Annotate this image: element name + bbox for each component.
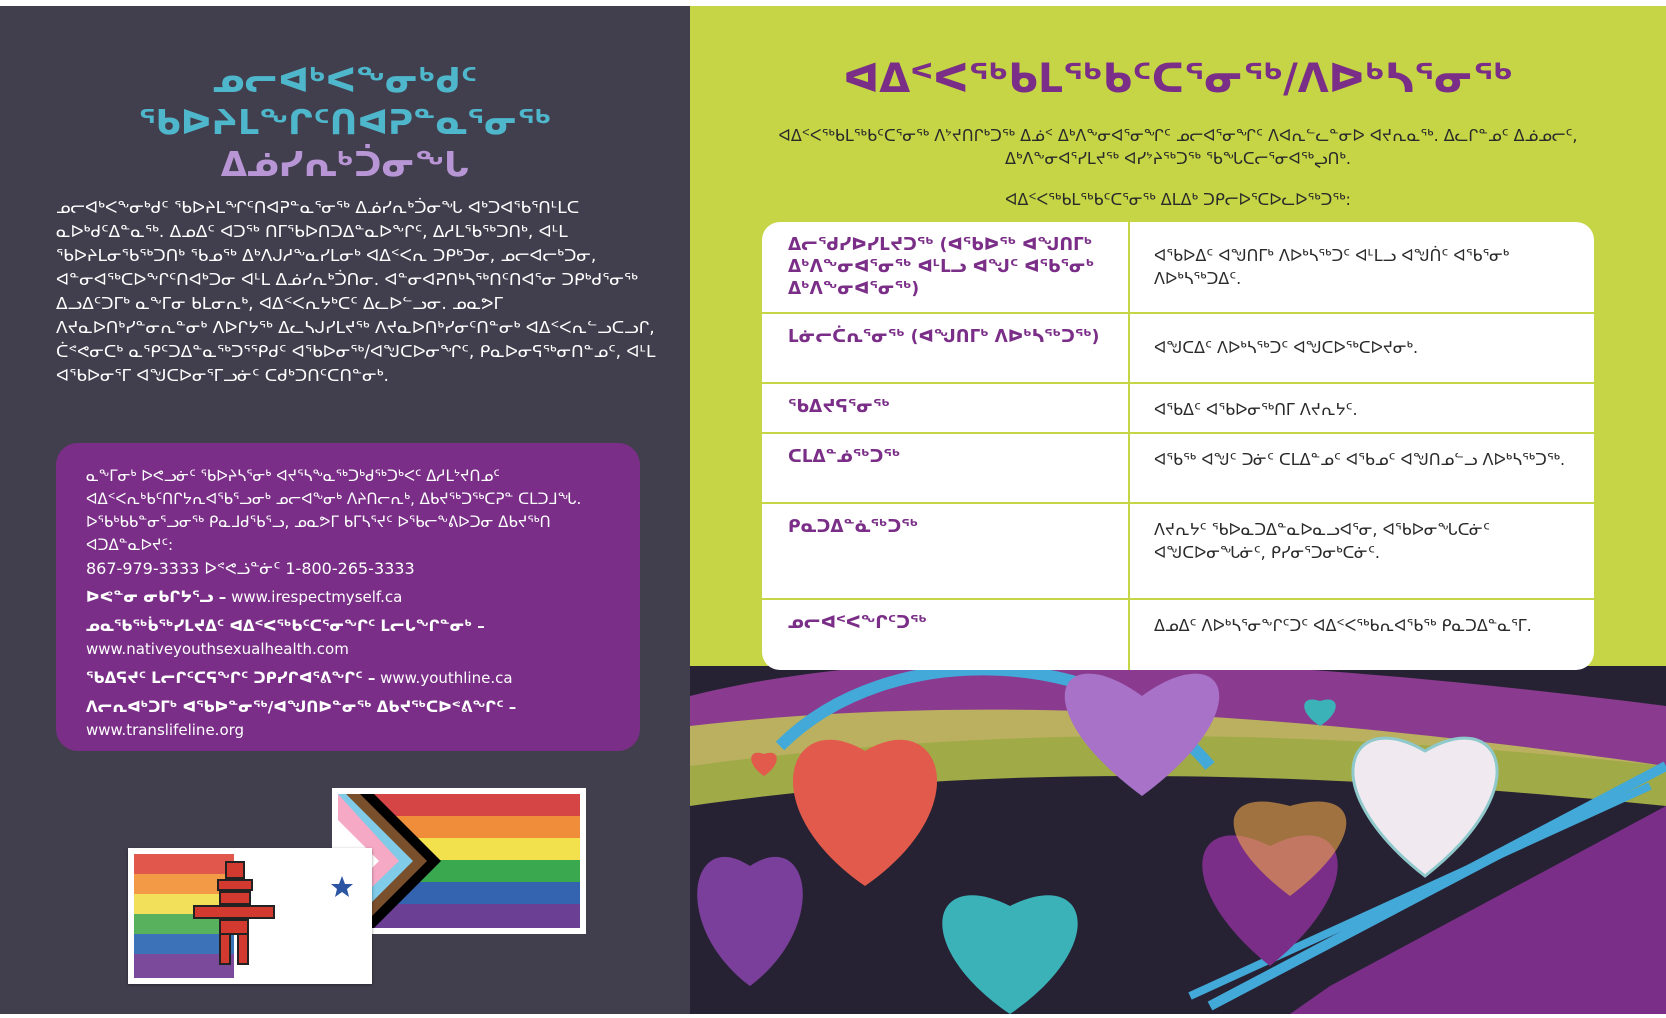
definition-term: ᐃᓕᕐᑯᓯᐅᓯᒪᔪᑐᖅ (ᐊᖃᐅᖅ ᐊᖑᑎᒥᒃ ᐃᒃᐱᖕᓂᐊᕐᓂᖅ ᐊᒻᒪᓗ ᐊᖑᑦ ᐊᖃᕐᓂᒃ ᐃᒃᐱᖕᓂᐊᕐᓂᖅ) (788, 235, 1095, 299)
left-title-line-2: ᖃᐅᔨᒪᖏᑦᑎᐊᕈᓐᓇᕐᓂᖅ (138, 103, 552, 143)
resources-intro (86, 465, 610, 580)
resource-url[interactable]: www.nativeyouthsexualhealth.com (86, 640, 349, 658)
column-divider (1128, 434, 1130, 502)
column-divider (1128, 384, 1130, 432)
table-row (762, 384, 1594, 434)
definition-term: ᑕᒪᐃᓐᓅᖅᑐᖅ (788, 447, 901, 467)
definition-term: ᓄᓕᐊᑉᐸᖏᑦᑐᖅ (788, 613, 927, 633)
definition-text: ᐱᔪᕆᔭᑦ ᖃᐅᓇᑐᐃᓐᓇᐅᓇᓗᐊᕐᓂ, ᐊᖃᐅᓂᖓᑕᓃᑦ ᐊᖑᑕᐅᓂᖓᓃᑦ, ᑭᓯᓂᕐᑐᓂᒃᑕᓃᑦ. (1154, 520, 1490, 562)
table-row (762, 504, 1594, 600)
left-body-text: ᓄᓕᐊᒃᐸᖕᓂᒃᑯᑦ ᖃᐅᔨᒪᖏᑦᑎᐊᕈᓐᓇᕐᓂᖅ ᐃᓅᓯᕆᒃᑑᓂᖓ ᐊᒃᑐᐊᖃᕐᑎᒻᒪᑕ ᓇᐅᒃᑯᑦᐃᓐᓇᖅ. ᐃᓄᐃᑦ ᐊᑐᖅ ᑎᒥᖃᐅᑎᑐᐃᓐᓇᐅᖕᒋᑦ, ᐃᓱᒪᖃᖅᑐᑎᒃ, ᐊᒻᒪ ᖃᐅᔨᒪᓂᖃᖅᑐᑎᒃ ᖃᓄᖅ ᐃᒃᐱᒍᓱᖕᓇᓯᒪᓂᒃ ᐊᐃᑉᐸᕆ ᑐᑭᒃᑐᓂ, ᓄᓕᐊᓕᒃᑐᓂ, ᐊᓐᓂᐊᖅᑕᐅᖕᒋᑦᑎᐊᒃᑐᓂ ᐊᒻᒪ ᐃᓅᓯᕆᒃᑑᑎᓂ. ᐊᓐᓂᐊᕈᑎᒃᓴᖅᑎᑦᑎᐊᕐᓂ ᑐᑭᒃᑯᕐᓂᖅ ᐃᓗᐃᑦᑐᒥᒃ ᓇᖕᒥᓂ ᑲᒪᓂᕆᒃ, ᐊᐃᑉᐸᕆᔭᒃᑕᑦ ᐃᓚᐅᓪᓗᓂ. ᓄᓇᕗᒥ ᐱᔪᓇᐅᑎᒃᓯᓐᓂᕆᓐᓂᒃ ᐱᐅᒋᔭᖅ ᐃᓚᓴᒍᓯᒪᔪᖅ ᐱᔪᓇᐅᑎᒃᓯᓂᑦᑎᓐᓂᒃ ᐊᐃᑉᐸᕆᓪᓗᑕᓗᒋ, ᑖᕝᕙᓂᑕᒃ ᓇᕿᑦᑐᐃᓐᓇᕐᒃᑐᕐᕿᑯᑦ ᐊᖃᐅᓂᖅ/ᐊᖑᑕᐅᓂᖏᑦ, ᑭᓇᐅᓂᕋᖅᓂᑎᓐᓄᑦ, ᐊᒻᒪ ᐊᖃᐅᓂᕐᒥ ᐊᖑᑕᐅᓂᕐᒥᓗᓃᑦ ᑕᑯᒃᑐᑎᑦᑕᑎᓐᓂᒃ. (56, 198, 656, 386)
column-divider (1128, 504, 1130, 598)
table-row (762, 222, 1594, 314)
definition-text: ᐊᖑᑕᐃᑦ ᐱᐅᒃᓴᖅᑐᑦ ᐊᖑᑕᐅᖅᑕᐅᔪᓂᒃ. (1154, 338, 1419, 357)
table-row (762, 600, 1594, 670)
resource-link-2 (86, 615, 610, 661)
definition-text: ᐊᖃᐅᐃᑦ ᐊᖑᑎᒥᒃ ᐱᐅᒃᓴᖅᑐᑦ ᐊᒻᒪᓗ ᐊᖑᑏᑦ ᐊᖃᕐᓂᒃ ᐱᐅᒃᓴᖅᑐᐃᑦ. (1154, 246, 1510, 288)
nunavut-pride-flag-icon (128, 848, 372, 984)
resources-box (56, 443, 640, 751)
resource-link-1 (86, 586, 610, 609)
left-title (40, 60, 650, 186)
left-title-line-1: ᓄᓕᐊᒃᐸᖕᓂᒃᑯᑦ (212, 61, 478, 101)
left-panel (0, 6, 690, 1014)
definition-text: ᐃᓄᐃᑦ ᐱᐅᒃᓴᕐᓂᖕᒋᑦᑐᑦ ᐊᐃᑉᐸᖅᑲᕆᐊᖃᖅ ᑭᓇᑐᐃᓐᓇᕐᒥ. (1154, 616, 1532, 635)
table-row (762, 434, 1594, 504)
definition-text: ᐊᖃᐃᑦ ᐊᖃᐅᓂᖅᑎᒥ ᐱᔪᕆᔭᑦ. (1154, 400, 1358, 419)
right-subtitle: ᐊᐃᑉᐸᖅᑲᒪᖅᑲᑦᑕᕐᓂᖅ ᐃᒪᐃᒃ ᑐᑭᓕᐅᕐᑕᐅᓚᐅᖅᑐᖅ: (1005, 190, 1351, 209)
resource-url[interactable]: www.translifeline.org (86, 721, 245, 739)
column-divider (1128, 222, 1130, 312)
resources-phone[interactable]: 867-979-3333 ᐅᕝᕙᓘᓐᓃᑦ 1-800-265-3333 (86, 559, 415, 578)
resource-label: ᐅᕙᓐᓂ ᓂᑲᒋᔭᕐᓗ – (86, 588, 227, 606)
definition-text: ᐊᖃᖅ ᐊᖑᑦ ᑐᓃᑦ ᑕᒪᐃᓐᓄᑦ ᐊᖃᓄᑦ ᐊᖑᑎᓄᓪᓗ ᐱᐅᒃᓴᖅᑐᖅ. (1154, 450, 1566, 469)
resource-url[interactable]: www.irespectmyself.ca (231, 588, 403, 606)
resource-link-4 (86, 696, 610, 742)
left-title-line-3: ᐃᓅᓯᕆᒃᑑᓂᖓ (220, 145, 470, 185)
column-divider (1128, 600, 1130, 670)
column-divider (1128, 314, 1130, 382)
definition-term: ᑭᓇᑐᐃᓐᓈᖅᑐᖅ (788, 517, 919, 537)
resource-link-3 (86, 667, 610, 690)
definitions-table (762, 222, 1594, 670)
resource-label: ᓄᓇᖃᖅᑳᖅᓯᒪᔪᐃᑦ ᐊᐃᑉᐸᖅᑲᑦᑕᕐᓂᖏᑦ ᒪᓕᒐᖏᓐᓂᒃ – (86, 617, 485, 635)
right-title: ᐊᐃᑉᐸᖅᑲᒪᖅᑲᑦᑕᕐᓂᖅ/ᐱᐅᒃᓴᕐᓂᖅ (843, 56, 1513, 102)
definition-term: ᒪᓃᓕᑖᕆᕐᓂᖅ (ᐊᖑᑎᒥᒃ ᐱᐅᒃᓴᖅᑐᖅ) (788, 327, 1100, 347)
resources-intro-text: ᓇᖕᒥᓂᒃ ᐅᕙᓗᓃᑦ ᖃᐅᔨᓴᕐᓂᒃ ᐊᔪᕐᓴᖕᓇᖅᑐᒃᑯᖅᑐᒃᐸᑦ ᐃᓱᒪᔾᔪᑎᓄᑦ ᐊᐃᑉᐸᕆᒃᑲᑦᑎᒋᔭᕆᐊᖃᕐᓗᓂᒃ ᓄᓕᐊᖕᓂᒃ ᐱᔨᑎᓕᕆᒃ, ᐃᑲᔪᖅᑐᖅᑕᕈᓐ ᑕᒪᑐᒧᖓ. ᐅᖃᒃᑲᑲᓐᓂᕐᓗᓂᖅ ᑭᓇᒧᑯᖃᕐᓗ, ᓄᓇᕗᒥ ᑲᒥᓴᕐᔪᑦ ᐅᖃᓕᖕᕕᐅᑐᓂ ᐃᑲᔪᖅᑎ ᐊᑐᐃᓐᓇᐅᔪᑦ: (86, 467, 582, 554)
resource-label: ᖃᐃᕋᔪᑦ ᒪᓕᒋᑦᑕᕋᖕᒋᑦ ᑐᑭᓯᒋᐊᕐᕕᖕᒋᑦ – (86, 669, 376, 687)
table-row (762, 314, 1594, 384)
right-intro: ᐊᐃᑉᐸᖅᑲᒪᖅᑲᑦᑕᕐᓂᖅ ᐱᔾᔪᑎᒋᒃᑐᖅ ᐃᓅᑉ ᐃᒃᐱᖕᓂᐊᕐᓂᖏᑦ ᓄᓕᐊᕐᓂᖏᑦ ᐱᐊᕆᓪᓚᓐᓂᐅ ᐊᔪᕆᓇᖅ. ᐃᓚᒋᓐᓄᑦ ᐃᓅᓄᓕᑦ, ᐃᒃᐱᖕᓂᐊᕐᓯᒪᔪᖅ ᐊᓯᔾᔨᖅᑐᖅ ᖃᖓᑕᓕᕐᓂᐊᖅᖢᑎᒃ. (778, 126, 1578, 168)
resource-label: ᐱᓕᕆᐊᒃᑐᒥᒃ ᐊᖃᐅᓐᓂᖅ/ᐊᖑᑎᐅᓐᓂᖅ ᐃᑲᔪᖅᑕᐅᕝᕕᖕᒋᑦ – (86, 698, 517, 716)
definition-term: ᖃᐃᔪᕋᕐᓂᖅ (788, 397, 890, 417)
right-panel (690, 6, 1666, 1014)
resource-url[interactable]: www.youthline.ca (380, 669, 513, 687)
